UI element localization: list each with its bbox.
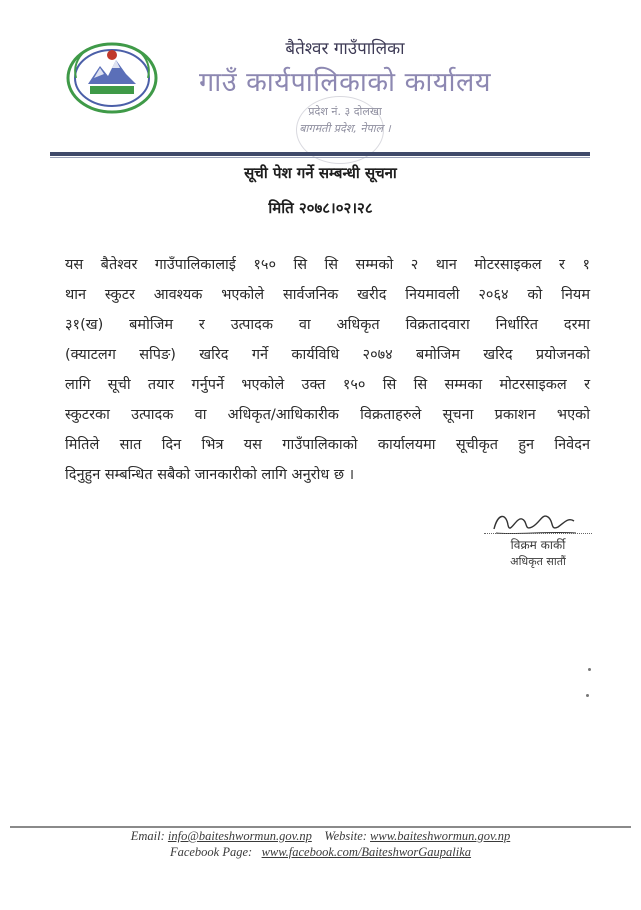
scan-speck [586,694,589,697]
signatory-title: अधिकृत सातौं [510,555,566,568]
scan-speck [588,668,591,671]
body-line: यस बैतेश्वर गाउँपालिकालाई १५० सि सि सम्मको २ थान मोटरसाइकल र १ [65,257,590,273]
address-line-2: बागमती प्रदेश, नेपाल । [299,122,391,135]
body-line: लागि सूची तयार गर्नुपर्ने भएकोले उक्त १५० सि सि सम्मका मोटरसाइकल र [65,377,590,393]
website-label: Website: [324,829,367,843]
office-title: गाउँ कार्यपालिकाको कार्यालय [199,67,491,98]
facebook-label: Facebook Page: [169,845,253,859]
header-divider-thin [50,157,590,158]
body-line: थान स्कुटर आवश्यक भएकोले सार्वजनिक खरीद नियमावली २०६४ को नियम [65,287,590,303]
municipality-name: बैतेश्वर गाउँपालिका [285,39,405,59]
email-link[interactable]: info@baiteshwormun.gov.np [167,829,312,843]
municipality-emblem-logo [66,38,158,114]
website-link[interactable]: www.baiteshwormun.gov.np [370,829,511,843]
body-line: ३१(ख) बमोजिम र उत्पादक वा अधिकृत विक्रतादवारा निर्धारित दरमा [65,317,590,333]
address-line-1: प्रदेश नं. ३ दोलखा [308,105,382,118]
signatory-name: विक्रम कार्की [510,538,566,552]
email-label: Email: [130,829,165,843]
body-line: स्कुटरका उत्पादक वा अधिकृत/आधिकारीक विक्रताहरुले सूचना प्रकाशन भएको [65,407,590,423]
footer-facebook-line [0,845,641,860]
notice-date: मिति २०७८।०२।२८ [268,199,373,217]
body-line: मितिले सात दिन भित्र यस गाउँपालिकाको कार्यालयमा सूचीकृत हुन निवेदन [65,437,590,453]
notice-body [65,250,590,490]
facebook-link[interactable]: www.facebook.com/BaiteshworGaupalika [261,845,472,859]
notice-title: सूची पेश गर्ने सम्बन्धी सूचना [244,164,397,182]
header-divider [50,152,590,156]
footer-contact-line [0,829,641,844]
body-line: (क्याटलग सपिङ) खरिद गर्ने कार्यविधि २०७४ बमोजिम खरिद प्रयोजनको [65,347,590,363]
footer-divider [10,826,631,828]
signature-line [484,533,592,534]
body-line: दिनुहुन सम्बन्धित सबैको जानकारीको लागि अनुरोध छ । [65,467,355,483]
